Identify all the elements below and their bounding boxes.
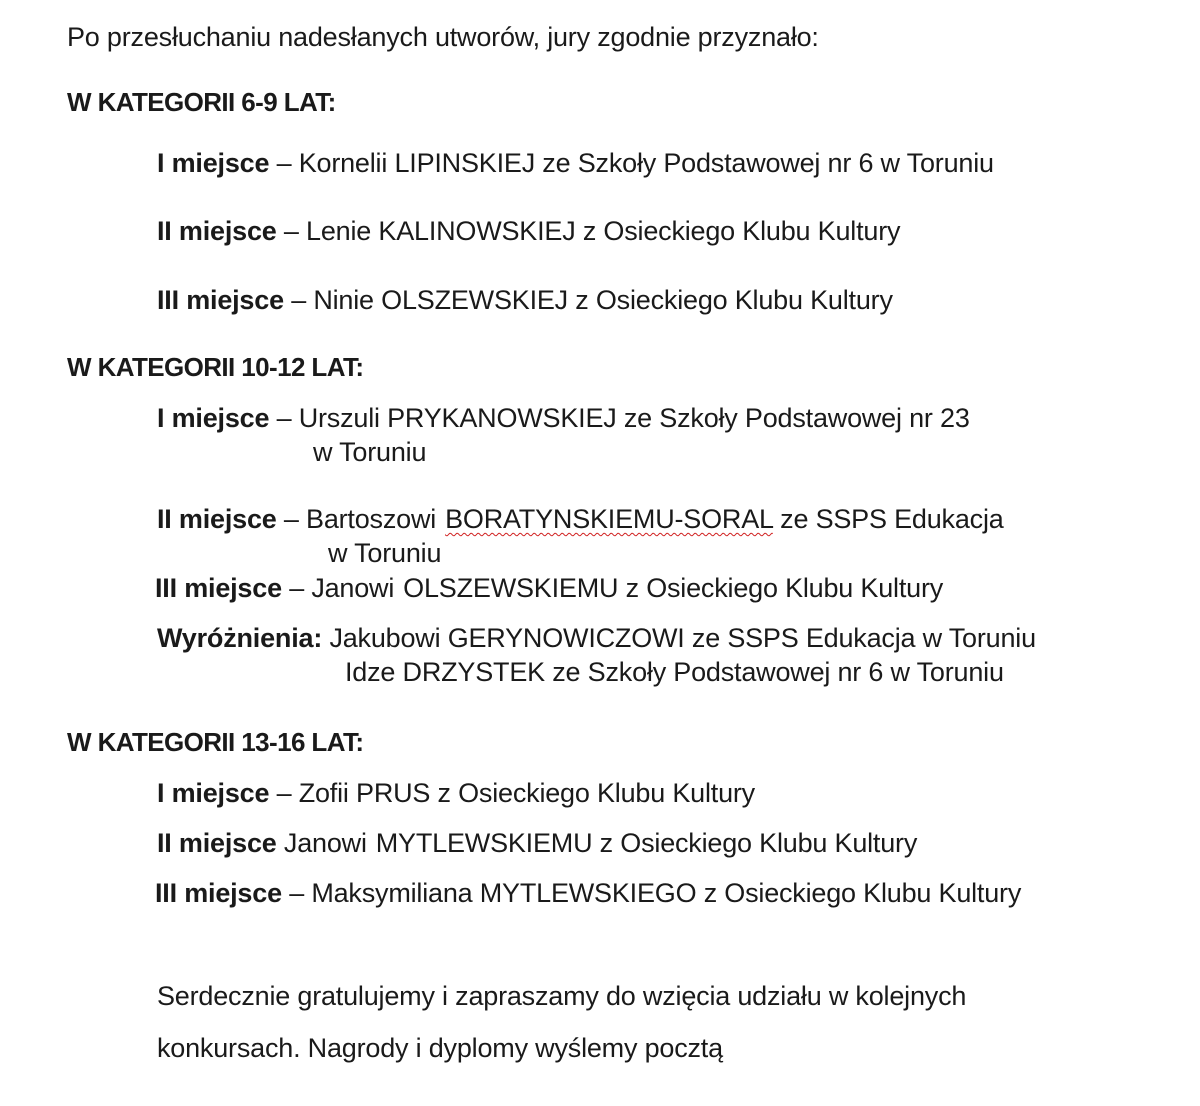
distinction-item: Jakubowi GERYNOWICZOWI ze SSPS Edukacja w Toruniu — [329, 623, 1036, 653]
place-label: III miejsce — [157, 285, 284, 315]
place-winner: Kornelii LIPINSKIEJ ze Szkoły Podstawowej nr 6 w Toruniu — [298, 148, 994, 178]
place-winner: Maksymiliana MYTLEWSKIEGO z Osieckiego Klubu Kultury — [311, 878, 1022, 908]
place-row — [157, 830, 917, 857]
place-winner: Ninie OLSZEWSKIEJ z Osieckiego Klubu Kultury — [313, 285, 893, 315]
closing-text-line: konkursach. Nagrody i dyplomy wyślemy pocztą — [157, 1033, 723, 1063]
place-winner-continuation: w Toruniu — [328, 538, 442, 568]
place-row — [157, 218, 900, 245]
place-winner-rest: ze SSPS Edukacja — [772, 504, 1004, 534]
closing-text-line: Serdecznie gratulujemy i zapraszamy do wzięcia udziału w kolejnych — [157, 981, 967, 1011]
place-winner-first-name: Janowi — [283, 828, 367, 858]
place-separator: – — [281, 878, 312, 908]
place-row — [157, 287, 893, 314]
place-label: I miejsce — [157, 148, 270, 178]
place-row — [157, 506, 1004, 533]
place-label: II miejsce — [157, 216, 277, 246]
place-label: I miejsce — [157, 403, 270, 433]
place-label: II miejsce — [157, 828, 277, 858]
place-winner: Zofii PRUS z Osieckiego Klubu Kultury — [298, 778, 755, 808]
category-heading-13-16: W KATEGORII 13-16 LAT: — [67, 727, 364, 757]
place-winner-continuation: w Toruniu — [313, 437, 427, 467]
place-separator: – — [276, 504, 307, 534]
place-label: II miejsce — [157, 504, 277, 534]
place-winner-rest: OLSZEWSKIEMU z Osieckiego Klubu Kultury — [403, 573, 944, 603]
category-heading-10-12: W KATEGORII 10-12 LAT: — [67, 352, 364, 382]
place-separator: – — [269, 148, 299, 178]
place-label: III miejsce — [155, 878, 282, 908]
place-winner: Lenie KALINOWSKIEJ z Osieckiego Klubu Kultury — [306, 216, 901, 246]
place-row — [157, 405, 970, 432]
place-separator: – — [269, 403, 299, 433]
place-separator: – — [276, 216, 307, 246]
intro-text: Po przesłuchaniu nadesłanych utworów, jury zgodnie przyznało: — [67, 22, 819, 52]
place-winner-surname: BORATYNSKIEMU-SORAL — [445, 504, 773, 534]
place-row — [157, 780, 755, 807]
place-row — [155, 880, 1021, 907]
place-row — [155, 575, 943, 602]
place-separator — [277, 828, 284, 858]
place-winner-first-name: Bartoszowi — [306, 504, 437, 534]
place-winner-first-name: Janowi — [311, 573, 395, 603]
place-winner: Urszuli PRYKANOWSKIEJ ze Szkoły Podstawowej nr 23 — [298, 403, 970, 433]
place-label: III miejsce — [155, 573, 282, 603]
category-heading-6-9: W KATEGORII 6-9 LAT: — [67, 87, 336, 117]
place-label: I miejsce — [157, 778, 270, 808]
place-separator: – — [283, 285, 314, 315]
distinction-row — [157, 625, 1036, 652]
place-separator: – — [269, 778, 299, 808]
place-winner-rest: MYTLEWSKIEMU z Osieckiego Klubu Kultury — [375, 828, 918, 858]
distinction-label: Wyróżnienia: — [157, 623, 323, 653]
place-row — [157, 150, 994, 177]
distinction-item: Idze DRZYSTEK ze Szkoły Podstawowej nr 6 w Toruniu — [345, 657, 1004, 687]
place-separator: – — [281, 573, 312, 603]
